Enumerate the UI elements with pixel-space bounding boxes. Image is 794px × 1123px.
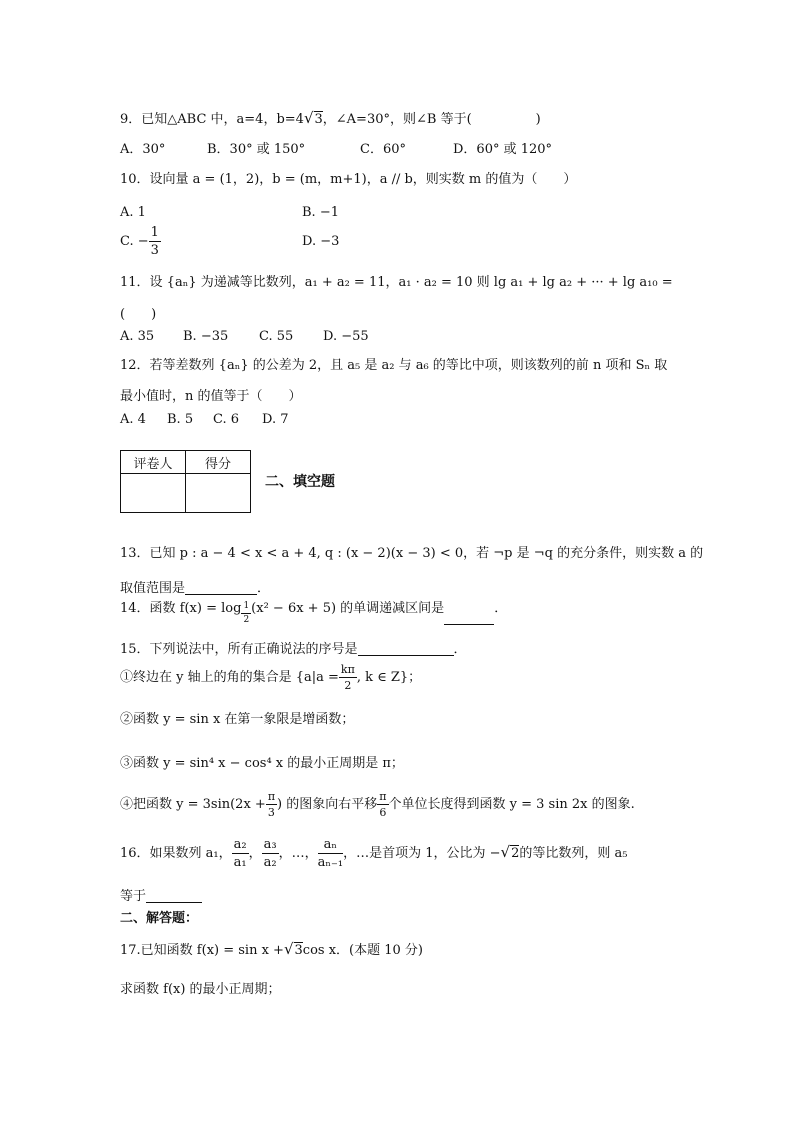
q12-option-a: A. 4 [120,412,146,427]
q15-statement-2: ②函数 y = sin x 在第一象限是增函数； [120,712,355,727]
q11-option-b: B. −35 [183,329,229,344]
q11-option-c: C. 55 [259,329,294,344]
section3-title: 二、解答题： [120,911,199,926]
q9-option-b: B．30° 或 150° [207,142,306,157]
q11-stem: 11．设 {aₙ} 为递减等比数列，a₁ + a₂ = 11，a₁ · a₂ = 10 则 lg a₁ + lg a₂ + ··· + lg a₁₀ = [120,275,673,290]
q15-stem: 15．下列说法中，所有正确说法的序号是 ． [120,642,467,657]
q10-option-a: A. 1 [120,205,146,220]
q12-option-b: B. 5 [167,412,194,427]
grader-score-table [120,450,251,513]
q9-option-d: D．60° 或 120° [453,142,553,157]
q14-stem: 14．函数 f(x) = log $\frac{1}{2}$ (x² − 6x + 5) 的单调递减区间是 ． [120,601,508,625]
q9-stem: 9．已知△ABC 中，a=4，b=4√3，∠A=30°，则∠B 等于( ) [120,109,541,127]
q16-line2: 等于 [120,890,202,903]
q12-line2: 最小值时，n 的值等于（ ） [120,389,302,404]
q12-line1: 12．若等差数列 {aₙ} 的公差为 2，且 a₅ 是 a₂ 与 a₆ 的等比中项，则该数列的前 n 项和 Sₙ 取 [120,358,668,373]
q10-option-b: B. −1 [302,205,339,220]
section2-title: 二、填空题 [265,474,335,490]
q13-answer-blank[interactable] [185,582,257,595]
q17-line2: 求函数 f(x) 的最小正周期； [120,982,281,997]
q13-line1: 13．已知 p : a − 4 < x < a + 4, q : (x − 2)(x − 3) < 0，若 ¬p 是 ¬q 的充分条件，则实数 a 的 [120,546,704,561]
q11-option-d: D. −55 [323,329,369,344]
q10-option-c: C. − $\frac{1}{3}$ [120,225,159,258]
q13-line2: 取值范围是 ． [120,581,271,596]
score-cell[interactable] [186,474,251,513]
grader-cell[interactable] [121,474,186,513]
q15-statement-4: ④把函数 y = 3sin(2x + $\frac{\pi}{3}$ ) 的图象向右平移 $\frac{\pi}{6}$ 个单位长度得到函数 y = 3 sin 2x 的图象. [120,790,635,819]
q16-answer-blank[interactable] [146,890,202,903]
score-label: 得分 [186,451,251,474]
q12-option-c: C. 6 [213,412,240,427]
q10-option-d: D. −3 [302,234,340,249]
q10-stem: 10．设向量 a = (1，2)，b = (m，m+1)，a // b，则实数 m 的值为（ ） [120,172,577,187]
q17-stem: 17.已知函数 f(x) = sin x +√3cos x．(本题 10 分) [120,940,423,958]
q15-answer-blank[interactable] [358,643,454,656]
q16-stem: 16．如果数列 a₁， $\frac{\text{a₂}}{\text{a₁}}$ ， $\frac{\text{a₃}}{\text{a₂}}$ ，…， $\frac{\text{aₙ}}{\text{aₙ₋₁}}$ ，…是首项为 1，公比为 −√2的等比数列，则 a₅ [120,837,628,870]
q14-answer-blank[interactable] [444,612,494,625]
q11-paren: ( ) [120,307,157,322]
q9-option-a: A．30° [120,142,166,157]
q12-option-d: D. 7 [262,412,289,427]
q11-option-a: A. 35 [120,329,155,344]
q9-option-c: C．60° [360,142,406,157]
q15-statement-1: ①终边在 y 轴上的角的集合是 {a|a = $\frac{k\pi}{2}$ , k ∈ Z}； [120,663,422,692]
grader-label: 评卷人 [121,451,186,474]
q15-statement-3: ③函数 y = sin⁴ x − cos⁴ x 的最小正周期是 π； [120,756,404,771]
